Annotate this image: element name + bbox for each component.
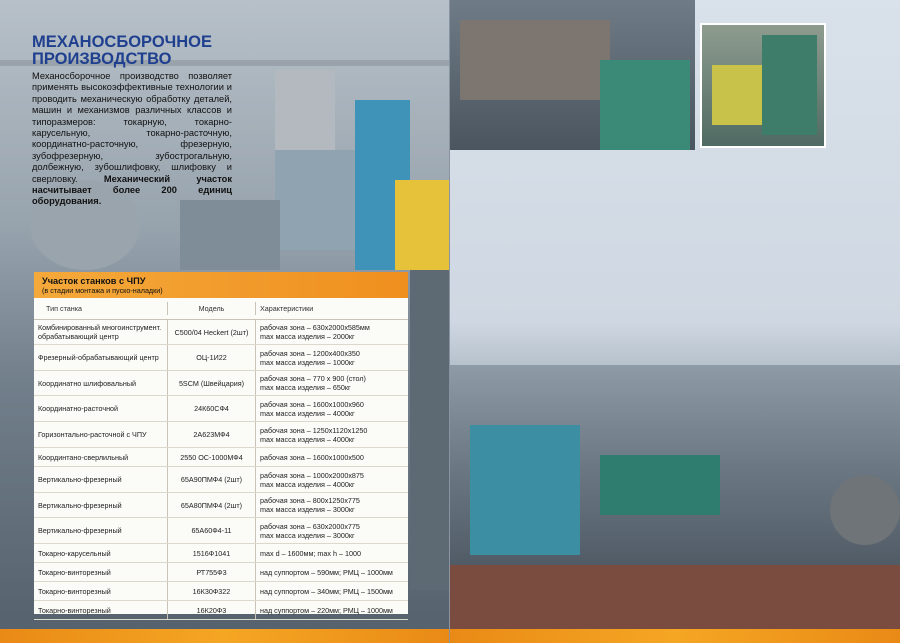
spec-cell: рабочая зона – 1600x1000x500 (260, 452, 364, 462)
machine-shape (600, 60, 690, 150)
right-page (450, 0, 900, 643)
type-cell: Координатно-расточной (34, 396, 168, 421)
table-row (34, 493, 408, 518)
machine-shape (830, 475, 900, 545)
table-row (34, 345, 408, 371)
spec-cell: рабочая зона – 770 x 900 (стол) max масса изделия – 650кг (260, 374, 366, 392)
machine-photo-inset (700, 23, 826, 148)
cnc-table-header (34, 272, 408, 298)
model-cell: C500/04 Heckert (2шт) (168, 320, 256, 344)
table-row (34, 518, 408, 544)
spec-cell: рабочая зона – 630x2000x775 max масса изделия – 3000кг (260, 521, 360, 540)
machine-shape (450, 565, 900, 629)
type-cell: Токарно-винторезный (34, 601, 168, 619)
table-row (34, 371, 408, 396)
spec-cell: рабочая зона – 1200x400x350 max масса изделия – 1000кг (260, 348, 360, 367)
spec-cell: рабочая зона – 630x2000x585мм max масса изделия – 2000кг (260, 323, 370, 341)
model-cell: ОЦ-1И22 (168, 345, 256, 370)
spec-cell: рабочая зона – 1000x2000x875 max масса изделия – 4000кг (260, 470, 364, 489)
spec-cell: над суппортом – 590мм; РМЦ – 1000мм (260, 567, 393, 577)
type-cell: Горизонтально-расточной с ЧПУ (34, 422, 168, 447)
intro-text (32, 71, 232, 208)
table-row (34, 601, 408, 620)
machine-shape (395, 180, 450, 270)
model-cell: 16К30Ф322 (168, 582, 256, 600)
type-cell: Токарно-винторезный (34, 563, 168, 581)
cnc-table-title: Участок станков с ЧПУ (42, 276, 146, 286)
machine-shape (470, 425, 580, 555)
type-cell: Комбинированный многоинструмент. обрабатывающий центр (34, 320, 168, 344)
spec-cell: над суппортом – 220мм; РМЦ – 1000мм (260, 605, 393, 615)
model-cell: 5SCM (Швейцария) (168, 371, 256, 395)
machine-photo-top (450, 0, 695, 150)
type-cell: Координатно шлифовальный (34, 371, 168, 395)
column-header: Модель (168, 302, 256, 315)
machine-shape (460, 20, 610, 100)
bottom-orange-band (450, 629, 900, 643)
table-row (34, 396, 408, 422)
spec-cell: max d – 1600мм; max h – 1000 (260, 548, 361, 558)
machine-shape (600, 455, 720, 515)
table-row (34, 582, 408, 601)
type-cell: Фрезерный-обрабатывающий центр (34, 345, 168, 370)
type-cell: Вертикально-фрезерный (34, 493, 168, 517)
machine-shape (410, 270, 450, 590)
machine-shape (762, 35, 817, 135)
type-cell: Токарно-карусельный (34, 544, 168, 562)
table-row (34, 563, 408, 582)
intro-bold: Механический участок насчитывает более 200 единиц оборудования. (32, 173, 232, 207)
cnc-column-headers (34, 298, 408, 320)
model-cell: 2А623МФ4 (168, 422, 256, 447)
type-cell: Вертикально-фрезерный (34, 467, 168, 492)
cnc-rows (34, 320, 408, 620)
model-cell: РТ755Ф3 (168, 563, 256, 581)
table-row (34, 448, 408, 467)
type-cell: Токарно-винторезный (34, 582, 168, 600)
page-title: МЕХАНОСБОРОЧНОЕ ПРОИЗВОДСТВО (32, 33, 213, 68)
type-cell: Вертикально-фрезерный (34, 518, 168, 543)
table-row (34, 467, 408, 493)
model-cell: 2550 ОС-1000МФ4 (168, 448, 256, 466)
spec-cell: рабочая зона – 1250x1120x1250 max масса изделия – 4000кг (260, 425, 368, 444)
table-row (34, 422, 408, 448)
type-cell: Координтано-сверлильный (34, 448, 168, 466)
factory-photo-bottom (450, 365, 900, 629)
spec-cell: над суппортом – 340мм; РМЦ – 1500мм (260, 586, 393, 596)
table-row (34, 544, 408, 563)
column-header: Характеристики (260, 304, 314, 313)
bottom-orange-band (0, 629, 450, 643)
spec-cell: рабочая зона – 1600x1000x960 max масса изделия – 4000кг (260, 399, 364, 418)
spec-cell: рабочая зона – 800x1250x775 max масса изделия – 3000кг (260, 496, 360, 514)
model-cell: 16К20Ф3 (168, 601, 256, 619)
model-cell: 24К60СФ4 (168, 396, 256, 421)
machine-shape (275, 150, 355, 250)
model-cell: 65А60Ф4-11 (168, 518, 256, 543)
model-cell: 1516Ф1041 (168, 544, 256, 562)
cnc-table-subtitle: (в стадии монтажа и пуско-наладки) (42, 286, 163, 295)
intro-body: Механосборочное производство позволяет применять высокоэффективные технологии и проводить механическую обработку деталей, машин и механизмов различных классов и типоразмеров: токарную, токарно-карусельную, токарно-расточную, координатно-расточную, фрезерную, зубофрезерную, зубострогальную, долбежную, зубошлифовку, шлифовку и сверловку. (32, 71, 232, 184)
model-cell: 65А90ПМФ4 (2шт) (168, 467, 256, 492)
model-cell: 65А80ПМФ4 (2шт) (168, 493, 256, 517)
machine-shape (180, 200, 280, 270)
column-header: Тип станка (34, 302, 168, 315)
machine-shape (712, 65, 762, 125)
table-row (34, 320, 408, 345)
cnc-table (34, 272, 408, 614)
